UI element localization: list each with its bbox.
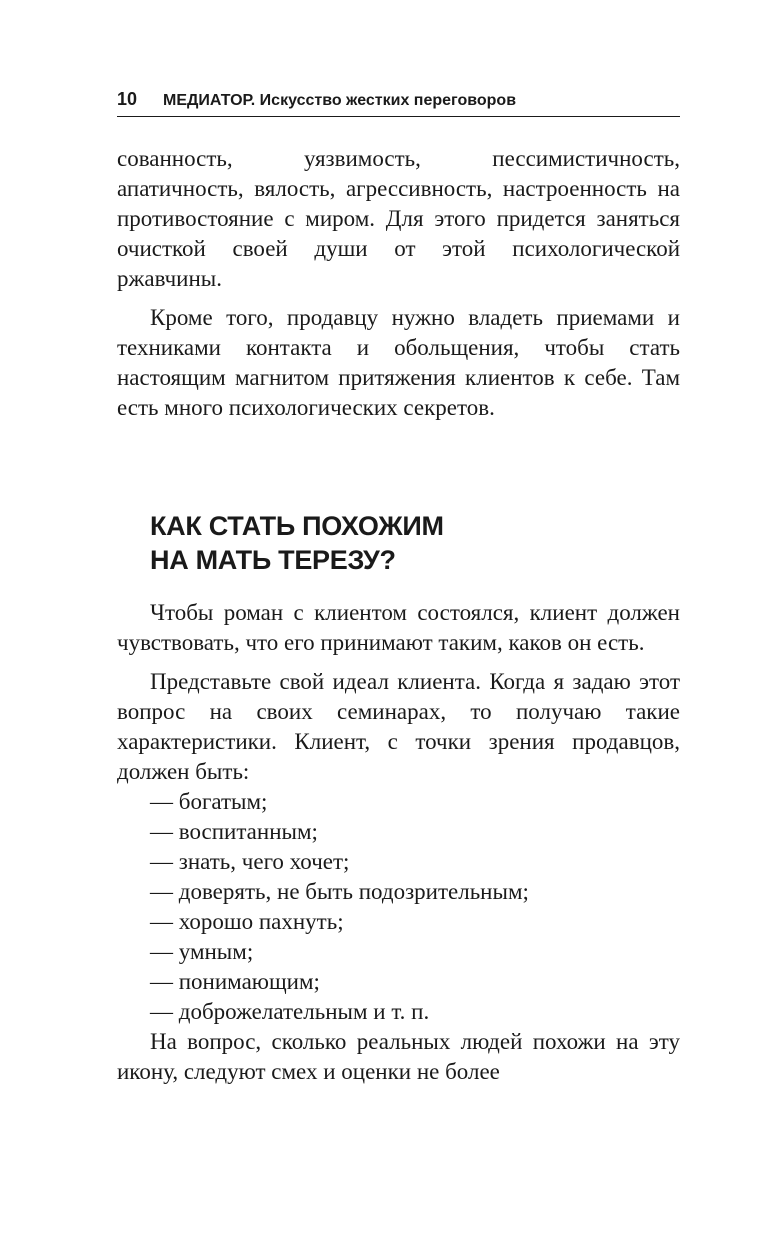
- text-block-2: [117, 598, 680, 1087]
- paragraph-seller-techniques: Кроме того, продавцу нужно владеть приемами и техниками контакта и обольщения, чтобы стать настоящим магнитом притяжения клиентов к себе. Там есть много психологических секретов.: [117, 305, 680, 420]
- paragraph-romance: Чтобы роман с клиентом состоялся, клиент должен чувствовать, что его принимают таким, каков он есть.: [117, 600, 680, 655]
- client-traits-list: [117, 787, 680, 1027]
- page-number: 10: [117, 89, 138, 109]
- list-item: — доброжелательным и т. п.: [150, 999, 430, 1024]
- section-heading: [150, 509, 444, 577]
- list-item: — хорошо пахнуть;: [150, 909, 344, 934]
- list-item: — доверять, не быть подозрительным;: [150, 879, 529, 904]
- section-heading-line-1: КАК СТАТЬ ПОХОЖИМ: [150, 511, 444, 541]
- list-item: — понимающим;: [150, 969, 320, 994]
- text-block-1: [117, 144, 680, 423]
- list-item: — богатым;: [150, 789, 268, 814]
- section-heading-line-2: НА МАТЬ ТЕРЕЗУ?: [150, 545, 396, 575]
- paragraph-icon-question: На вопрос, сколько реальных людей похожи на эту икону, следуют смех и оценки не более: [117, 1029, 680, 1084]
- paragraph-continued: сованность, уязвимость, пессимистичность, апатичность, вялость, агрессивность, настроенность на противостояние с миром. Для этого придется заняться очисткой своей души от этой психологической ржавчины.: [117, 146, 680, 291]
- book-title: МЕДИАТОР. Искусство жестких переговоров: [163, 92, 517, 109]
- list-item: — воспитанным;: [150, 819, 318, 844]
- paragraph-ideal-client: Представьте свой идеал клиента. Когда я задаю этот вопрос на своих семинарах, то получаю такие характеристики. Клиент, с точки зрения продавцов, должен быть:: [117, 669, 680, 784]
- running-head: [117, 86, 680, 117]
- list-item: — умным;: [150, 939, 254, 964]
- list-item: — знать, чего хочет;: [150, 849, 350, 874]
